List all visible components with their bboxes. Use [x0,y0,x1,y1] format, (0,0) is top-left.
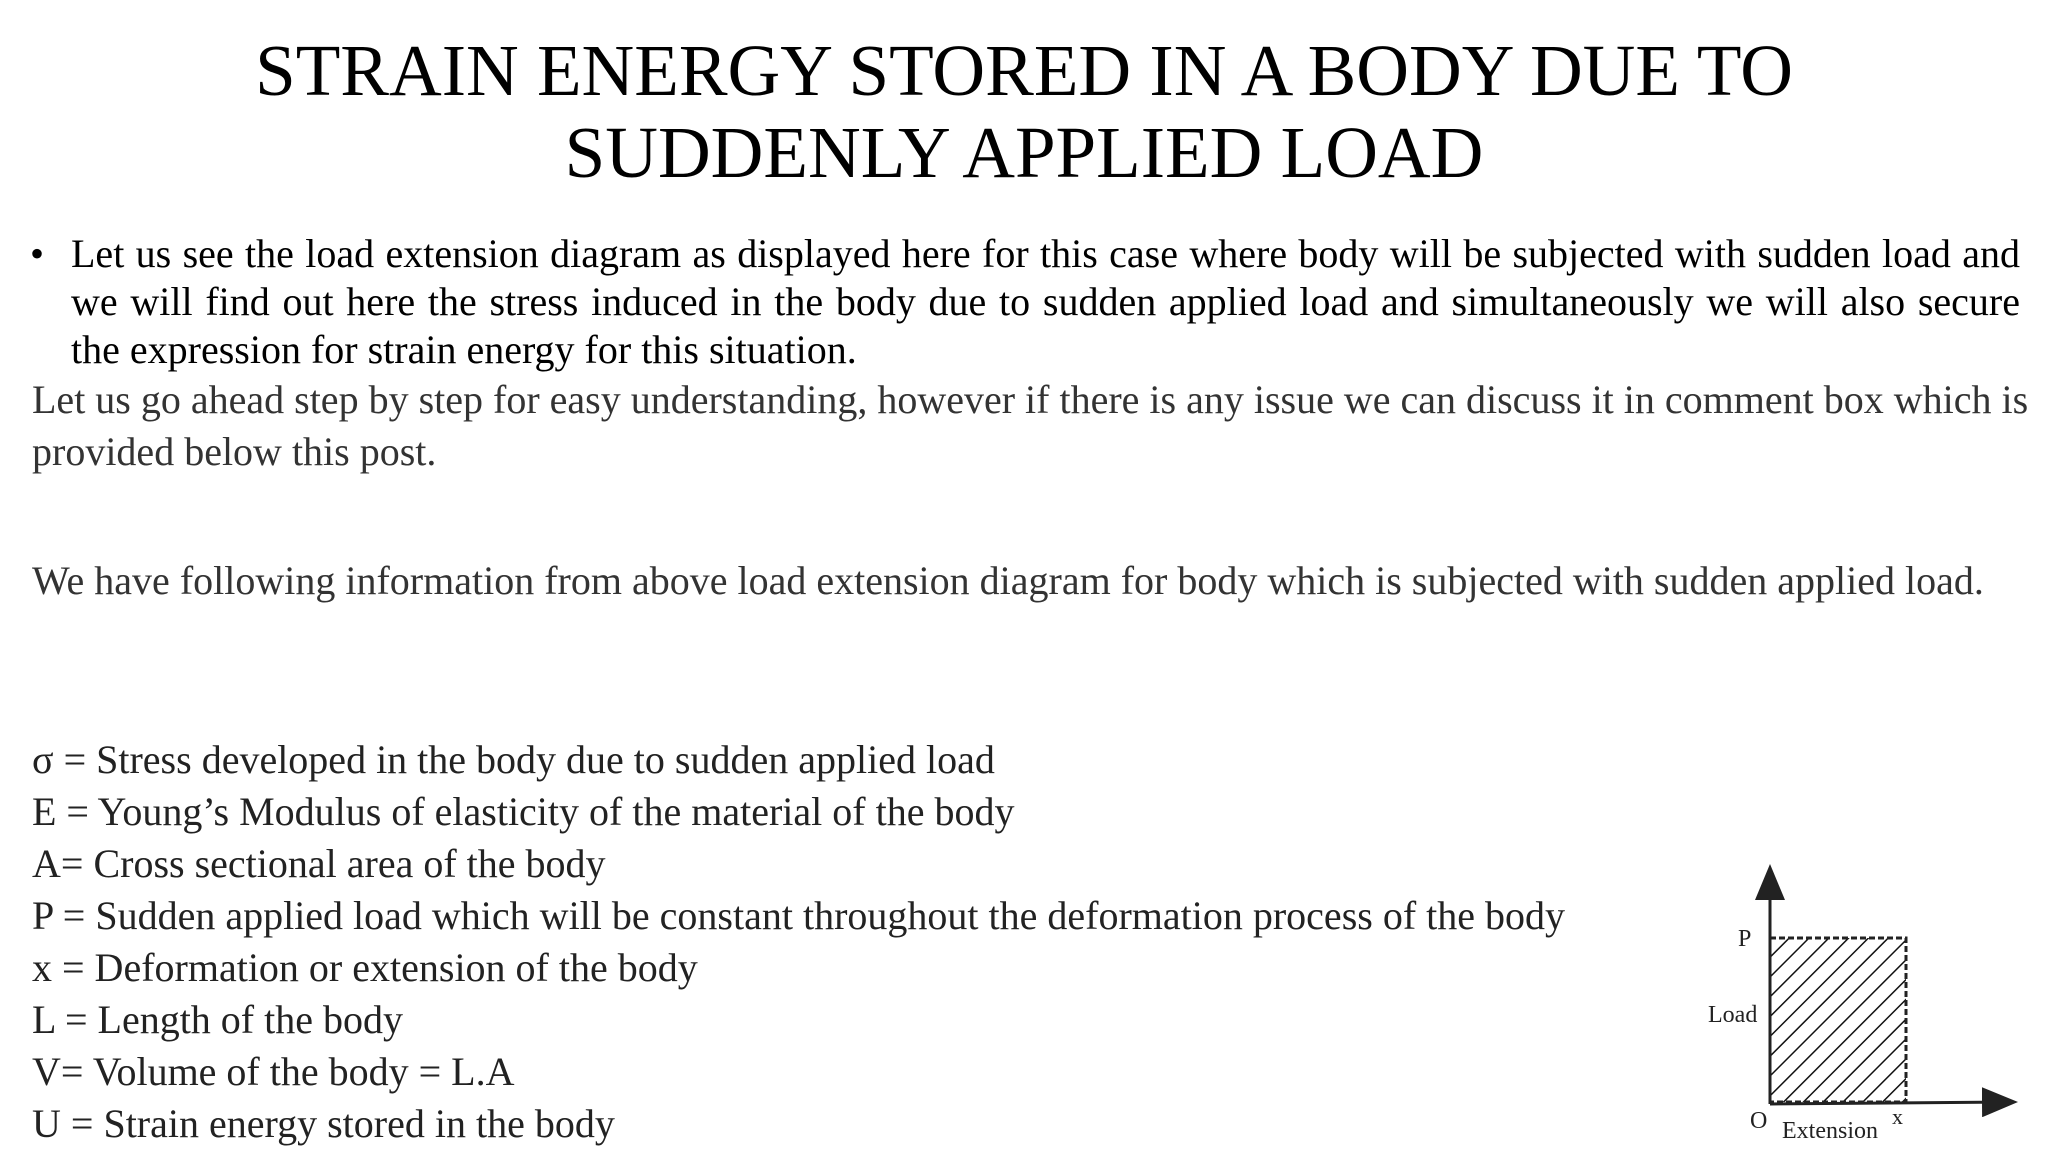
bullet-point [30,230,2020,374]
strain-energy-area [1770,938,1906,1102]
definition-extension: x = Deformation or extension of the body [32,945,698,990]
definition-stress: σ = Stress developed in the body due to sudden applied load [32,737,995,782]
intro-paragraph: Let us go ahead step by step for easy understanding, however if there is any issue we can discuss it in comment box which is provided below this post. [32,377,2029,474]
info-paragraph: We have following information from above load extension diagram for body which is subjected with sudden applied load. [32,558,1984,603]
definition-area: A= Cross sectional area of the body [32,841,606,886]
extension-axis [1770,1102,2012,1104]
page-title [0,30,2048,194]
bullet-text: Let us see the load extension diagram as displayed here for this case where body will be subjected with sudden load and we will find out here the stress induced in the body due to sudden applied load and simultaneously we will also secure the expression for strain energy for this situation. [71,231,2020,372]
definitions-list [32,734,1692,1150]
p-label: P [1738,926,1752,952]
load-axis-label: Load [1708,1002,1758,1028]
definition-length: L = Length of the body [32,997,403,1042]
bullet-icon: • [30,231,45,276]
definition-load: P = Sudden applied load which will be constant throughout the deformation process of the body [32,893,1566,938]
definition-volume: V= Volume of the body = L.A [32,1049,515,1094]
extension-axis-label: Extension [1782,1118,1878,1144]
load-extension-svg [1690,858,2030,1148]
title-line-1: STRAIN ENERGY STORED IN A BODY DUE TO [255,30,1793,111]
load-extension-diagram [1690,858,2030,1148]
x-label: x [1892,1104,1903,1129]
origin-label: O [1750,1108,1768,1134]
definition-youngs-modulus: E = Young’s Modulus of elasticity of the material of the body [32,789,1015,834]
definition-strain-energy: U = Strain energy stored in the body [32,1101,615,1146]
title-line-2: SUDDENLY APPLIED LOAD [564,112,1484,193]
